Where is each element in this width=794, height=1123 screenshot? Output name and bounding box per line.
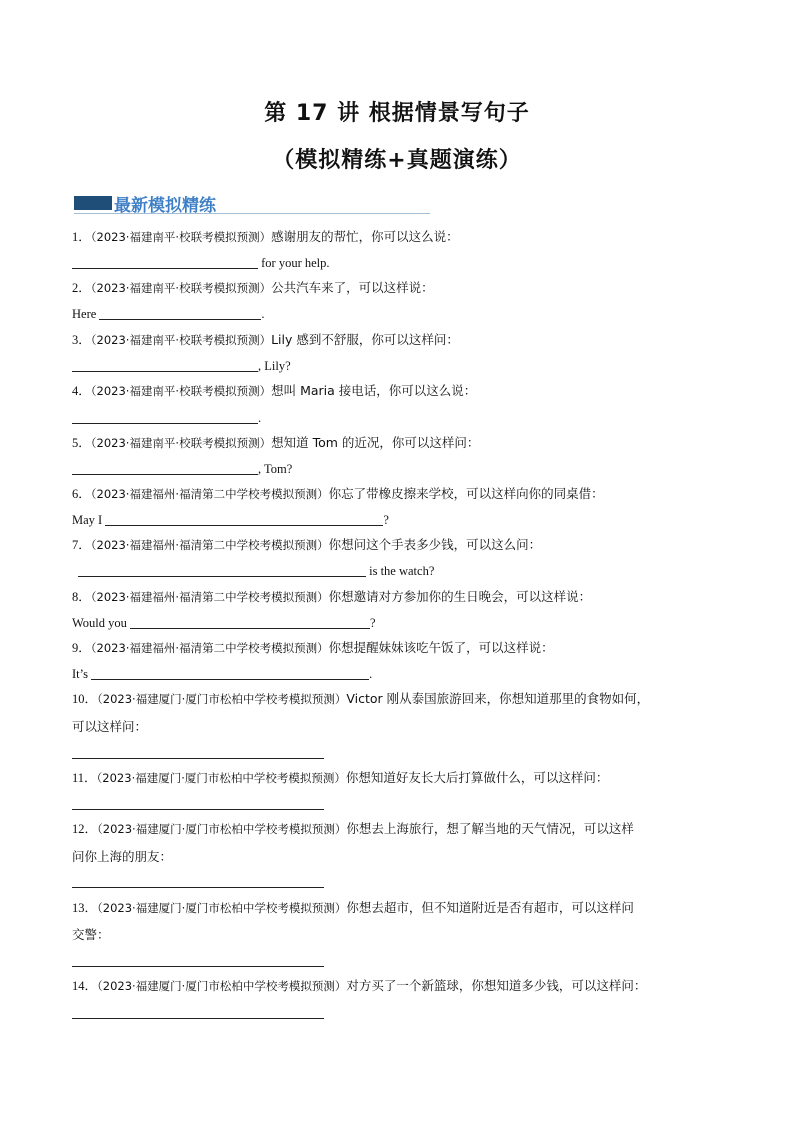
question-text: 可以这样问： <box>72 719 148 734</box>
question-10-continued <box>72 714 732 740</box>
section-heading: 最新模拟精练 <box>114 196 216 216</box>
answer-blank[interactable] <box>72 254 258 269</box>
answer-blank[interactable] <box>105 511 383 526</box>
question-source: （2023·福建福州·福清第二中学校考模拟预测） <box>90 641 329 655</box>
question-source: （2023·福建福州·福清第二中学校考模拟预测） <box>90 538 329 552</box>
question-source: （2023·福建厦门·厦门市松柏中学校考模拟预测） <box>97 979 347 993</box>
question-number: 12． <box>72 822 98 836</box>
page-title: 第 17 讲 根据情景写句子 <box>264 101 530 126</box>
question-source: （2023·福建南平·校联考模拟预测） <box>90 333 272 347</box>
question-3 <box>72 327 732 353</box>
question-2 <box>72 275 732 301</box>
answer-line-2[interactable] <box>72 304 265 324</box>
question-12 <box>72 816 732 842</box>
answer-suffix: ? <box>370 616 376 630</box>
answer-line-1[interactable] <box>72 253 330 273</box>
question-number: 2． <box>72 281 91 295</box>
answer-prefix: May I <box>72 513 106 527</box>
question-number: 6． <box>72 487 91 501</box>
question-number: 4． <box>72 384 91 398</box>
question-source: （2023·福建福州·福清第二中学校考模拟预测） <box>90 590 329 604</box>
answer-blank[interactable] <box>72 409 258 424</box>
question-text: 想叫 Maria 接电话，你可以这么说： <box>271 383 477 398</box>
question-number: 13． <box>72 901 98 915</box>
question-10 <box>72 686 732 712</box>
question-text: 你想去超市，但不知道附近是否有超市，可以这样问 <box>346 900 634 915</box>
question-text: 公共汽车来了，可以这样说： <box>271 280 434 295</box>
question-text: 你想提醒妹妹该吃午饭了，可以这样说： <box>328 640 554 655</box>
answer-suffix: for your help. <box>258 256 330 270</box>
question-source: （2023·福建厦门·厦门市松柏中学校考模拟预测） <box>97 901 347 915</box>
answer-prefix: It’s <box>72 667 92 681</box>
answer-suffix: ? <box>383 513 389 527</box>
question-text: Lily 感到不舒服，你可以这样问： <box>271 332 459 347</box>
answer-line-13[interactable] <box>72 966 324 967</box>
question-12-continued <box>72 844 732 870</box>
answer-line-4[interactable] <box>72 408 261 428</box>
section-banner <box>74 192 430 216</box>
answer-line-5[interactable] <box>72 459 292 479</box>
answer-suffix: . <box>258 411 262 425</box>
question-number: 7． <box>72 538 91 552</box>
question-number: 5． <box>72 436 91 450</box>
question-source: （2023·福建厦门·厦门市松柏中学校考模拟预测） <box>97 822 347 836</box>
question-text: 你想问这个手表多少钱，可以这么问： <box>328 537 542 552</box>
answer-line-12[interactable] <box>72 887 324 888</box>
question-13-continued <box>72 922 732 948</box>
question-number: 14． <box>72 979 98 993</box>
answer-line-6[interactable] <box>72 510 389 530</box>
answer-line-3[interactable] <box>72 356 291 376</box>
answer-suffix: . <box>369 667 373 681</box>
question-number: 1． <box>72 230 91 244</box>
question-8 <box>72 584 732 610</box>
question-7 <box>72 532 732 558</box>
question-text: 问你上海的朋友： <box>72 849 173 864</box>
question-text: 想知道 Tom 的近况，你可以这样问： <box>271 435 480 450</box>
question-6 <box>72 481 732 507</box>
answer-suffix: , Lily? <box>258 359 291 373</box>
question-source: （2023·福建厦门·厦门市松柏中学校考模拟预测） <box>97 692 347 706</box>
answer-line-8[interactable] <box>72 613 376 633</box>
question-text: 交警： <box>72 927 110 942</box>
question-5 <box>72 430 732 456</box>
question-13 <box>72 895 732 921</box>
question-text: 你想知道好友长大后打算做什么，可以这样问： <box>345 770 609 785</box>
answer-line-14[interactable] <box>72 1018 324 1019</box>
question-number: 11． <box>72 771 97 785</box>
question-number: 10． <box>72 692 98 706</box>
question-source: （2023·福建南平·校联考模拟预测） <box>90 436 272 450</box>
answer-blank[interactable] <box>78 562 366 577</box>
banner-block <box>74 196 112 210</box>
question-11 <box>72 765 732 791</box>
answer-blank[interactable] <box>99 305 261 320</box>
question-4 <box>72 378 732 404</box>
answer-blank[interactable] <box>91 665 369 680</box>
question-source: （2023·福建南平·校联考模拟预测） <box>90 281 272 295</box>
question-source: （2023·福建南平·校联考模拟预测） <box>90 230 272 244</box>
question-text: 感谢朋友的帮忙，你可以这么说： <box>271 229 459 244</box>
answer-prefix: Would you <box>72 616 131 630</box>
question-number: 8． <box>72 590 91 604</box>
answer-prefix: Here <box>72 307 100 321</box>
answer-line-9[interactable] <box>72 664 372 684</box>
answer-suffix: is the watch? <box>366 564 435 578</box>
answer-blank[interactable] <box>72 460 258 475</box>
question-text: 对方买了一个新篮球，你想知道多少钱，可以这样问： <box>346 978 647 993</box>
answer-blank[interactable] <box>130 614 370 629</box>
question-source: （2023·福建福州·福清第二中学校考模拟预测） <box>90 487 329 501</box>
question-text: 你忘了带橡皮擦来学校，可以这样向你的同桌借： <box>328 486 604 501</box>
question-14 <box>72 973 732 999</box>
question-number: 3． <box>72 333 91 347</box>
page-subtitle: （模拟精练+真题演练） <box>272 148 522 173</box>
answer-suffix: , Tom? <box>258 462 293 476</box>
question-text: 你想邀请对方参加你的生日晚会，可以这样说： <box>328 589 592 604</box>
question-text: 你想去上海旅行，想了解当地的天气情况，可以这样 <box>346 821 634 836</box>
answer-blank[interactable] <box>72 357 258 372</box>
question-9 <box>72 635 732 661</box>
question-source: （2023·福建厦门·厦门市松柏中学校考模拟预测） <box>96 771 346 785</box>
question-text: Victor 刚从泰国旅游回来，你想知道那里的食物如何， <box>346 691 650 706</box>
answer-suffix: . <box>261 307 265 321</box>
question-number: 9． <box>72 641 91 655</box>
answer-line-7[interactable] <box>78 561 434 581</box>
answer-line-11[interactable] <box>72 809 324 810</box>
answer-line-10[interactable] <box>72 758 324 759</box>
question-1 <box>72 224 732 250</box>
question-source: （2023·福建南平·校联考模拟预测） <box>90 384 272 398</box>
